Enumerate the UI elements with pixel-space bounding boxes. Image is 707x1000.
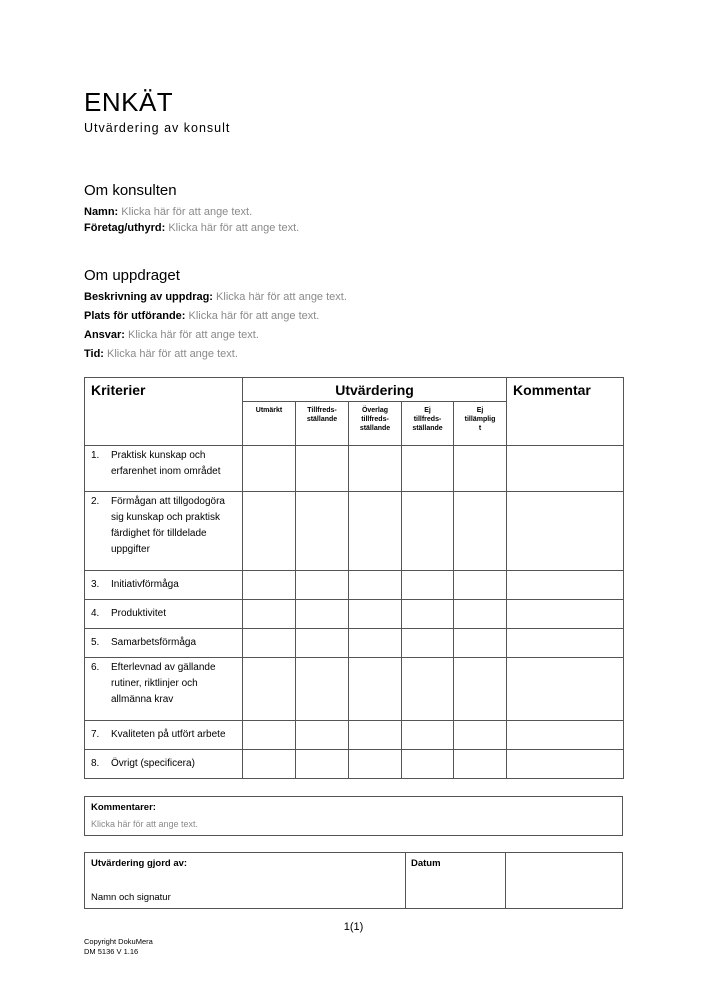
table-row — [85, 446, 624, 492]
rating-cell[interactable] — [402, 571, 454, 600]
rating-cell[interactable] — [349, 658, 402, 721]
field-placeholder[interactable]: Klicka här för att ange text. — [188, 310, 320, 322]
criterion-cell: 2. Förmågan att tillgodogöra sig kunskap och praktisk färdighet för tilldelade uppgifter — [85, 492, 243, 571]
comment-cell[interactable] — [507, 571, 624, 600]
rating-cell[interactable] — [454, 629, 507, 658]
table-row — [85, 492, 624, 571]
field-label: Tid: — [84, 348, 104, 360]
section-heading-assignment: Om uppdraget — [84, 267, 180, 284]
rating-cell[interactable] — [349, 629, 402, 658]
rating-cell[interactable] — [454, 721, 507, 750]
evaluation-table — [84, 377, 624, 779]
field-location[interactable] — [84, 309, 319, 324]
criterion-cell: 8. Övrigt (specificera) — [85, 750, 243, 779]
rating-cell[interactable] — [349, 492, 402, 571]
rating-cell[interactable] — [402, 600, 454, 629]
comments-box — [84, 796, 623, 836]
header-evaluation: Utvärdering — [243, 378, 507, 402]
rating-cell[interactable] — [296, 571, 349, 600]
criterion-cell: 5. Samarbetsförmåga — [85, 629, 243, 658]
comment-cell[interactable] — [507, 492, 624, 571]
rating-cell[interactable] — [402, 629, 454, 658]
footer-copyright: Copyright DokuMera — [84, 937, 153, 946]
rating-cell[interactable] — [243, 629, 296, 658]
field-company[interactable] — [84, 221, 299, 236]
rating-cell[interactable] — [402, 446, 454, 492]
rating-header-satisfactory: Tillfreds- ställande — [296, 402, 349, 446]
criterion-cell: 3. Initiativförmåga — [85, 571, 243, 600]
field-responsibility[interactable] — [84, 328, 259, 343]
rating-cell[interactable] — [243, 492, 296, 571]
rating-cell[interactable] — [243, 721, 296, 750]
page-number: 1(1) — [343, 921, 364, 933]
rating-cell[interactable] — [296, 721, 349, 750]
field-label: Företag/uthyrd: — [84, 222, 166, 234]
comment-cell[interactable] — [507, 721, 624, 750]
rating-cell[interactable] — [243, 658, 296, 721]
table-row — [85, 571, 624, 600]
criterion-cell: 1. Praktisk kunskap och erfarenhet inom området — [85, 446, 243, 492]
field-time[interactable] — [84, 347, 238, 362]
rating-cell[interactable] — [349, 571, 402, 600]
rating-cell[interactable] — [243, 571, 296, 600]
comment-cell[interactable] — [507, 600, 624, 629]
rating-cell[interactable] — [243, 750, 296, 779]
rating-cell[interactable] — [454, 658, 507, 721]
document-title: ENKÄT — [84, 87, 174, 117]
table-row — [85, 721, 624, 750]
rating-header-unsatisfactory: Ej tillfreds- ställande — [402, 402, 454, 446]
field-placeholder[interactable]: Klicka här för att ange text. — [168, 222, 300, 234]
rating-header-excellent: Utmärkt — [243, 402, 296, 446]
rating-header-mostly-satisfactory: Överlag tillfreds- ställande — [349, 402, 402, 446]
rating-cell[interactable] — [243, 446, 296, 492]
comment-cell[interactable] — [507, 629, 624, 658]
table-row — [85, 658, 624, 721]
rating-cell[interactable] — [349, 446, 402, 492]
criterion-cell: 7. Kvaliteten på utfört arbete — [85, 721, 243, 750]
field-label: Ansvar: — [84, 329, 125, 341]
rating-cell[interactable] — [349, 750, 402, 779]
criterion-cell: 6. Efterlevnad av gällande rutiner, riktlinjer och allmänna krav — [85, 658, 243, 721]
signature-field[interactable] — [85, 853, 405, 908]
rating-cell[interactable] — [296, 658, 349, 721]
field-placeholder[interactable]: Klicka här för att ange text. — [128, 329, 259, 341]
header-criteria: Kriterier — [85, 378, 243, 446]
rating-cell[interactable] — [454, 571, 507, 600]
rating-cell[interactable] — [454, 600, 507, 629]
field-placeholder[interactable]: Klicka här för att ange text. — [107, 348, 238, 360]
rating-cell[interactable] — [296, 629, 349, 658]
rating-cell[interactable] — [243, 600, 296, 629]
name-signature-label: Namn och signatur — [91, 892, 171, 903]
table-row — [85, 750, 624, 779]
rating-cell[interactable] — [296, 492, 349, 571]
rating-cell[interactable] — [402, 721, 454, 750]
header-comment: Kommentar — [507, 378, 624, 446]
rating-header-not-applicable: Ej tillämplig t — [454, 402, 507, 446]
date-label: Datum — [411, 858, 441, 869]
rating-cell[interactable] — [349, 721, 402, 750]
rating-cell[interactable] — [454, 446, 507, 492]
signature-label: Utvärdering gjord av: — [91, 858, 188, 869]
signature-box — [84, 852, 623, 909]
field-name[interactable] — [84, 205, 252, 220]
rating-cell[interactable] — [296, 446, 349, 492]
rating-cell[interactable] — [454, 492, 507, 571]
field-placeholder[interactable]: Klicka här för att ange text. — [216, 291, 347, 303]
document-subtitle: Utvärdering av konsult — [84, 121, 231, 135]
rating-cell[interactable] — [349, 600, 402, 629]
field-description[interactable] — [84, 290, 347, 305]
footer-doc-id: DM 5136 V 1.16 — [84, 947, 139, 956]
date-field[interactable] — [506, 853, 622, 908]
table-row — [85, 600, 624, 629]
rating-cell[interactable] — [402, 658, 454, 721]
criterion-cell: 4. Produktivitet — [85, 600, 243, 629]
field-label: Beskrivning av uppdrag: — [84, 291, 213, 303]
section-heading-consultant: Om konsulten — [84, 182, 177, 199]
table-row — [85, 629, 624, 658]
comments-label: Kommentarer: — [91, 802, 156, 813]
rating-cell[interactable] — [454, 750, 507, 779]
rating-cell[interactable] — [402, 492, 454, 571]
comment-cell[interactable] — [507, 750, 624, 779]
comments-placeholder[interactable]: Klicka här för att ange text. — [91, 819, 199, 829]
field-label: Plats för utförande: — [84, 310, 186, 322]
field-label: Namn: — [84, 206, 119, 218]
rating-cell[interactable] — [296, 600, 349, 629]
field-placeholder[interactable]: Klicka här för att ange text. — [121, 206, 253, 218]
rating-cell[interactable] — [402, 750, 454, 779]
comment-cell[interactable] — [507, 658, 624, 721]
comment-cell[interactable] — [507, 446, 624, 492]
rating-cell[interactable] — [296, 750, 349, 779]
